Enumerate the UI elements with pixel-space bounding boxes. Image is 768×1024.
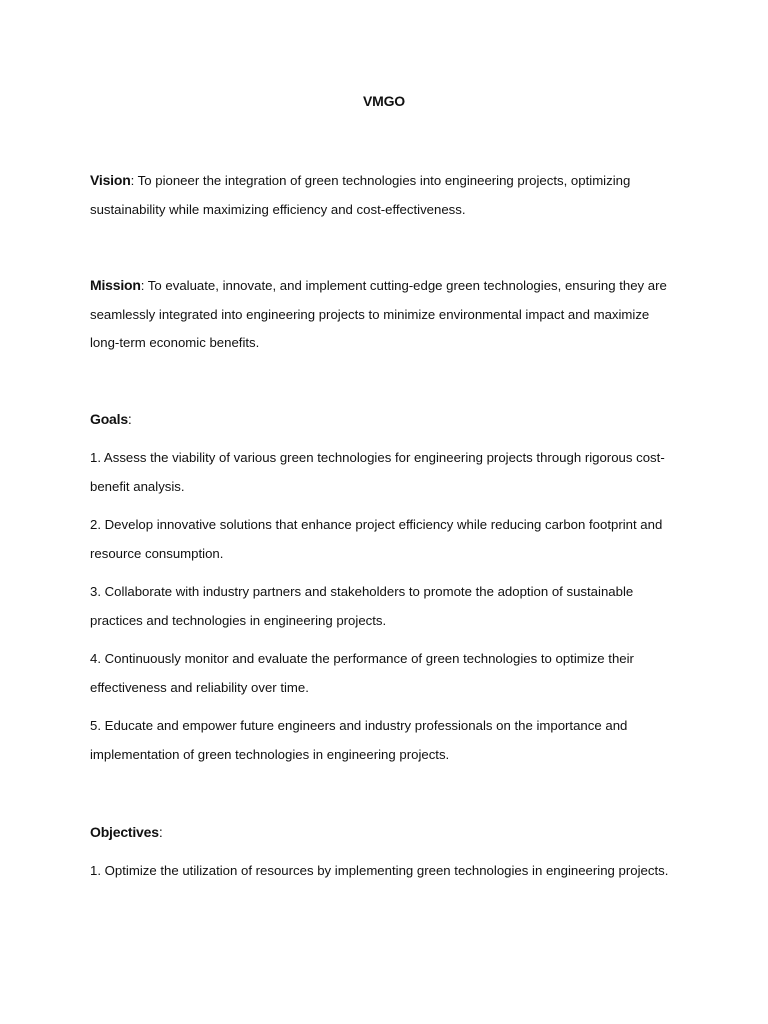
goals-colon: : xyxy=(127,411,132,427)
goals-heading xyxy=(90,405,132,433)
goal-item: 3. Collaborate with industry partners and stakeholders to promote the adoption of sustainable practices and technologies in engineering projects. xyxy=(90,584,634,628)
goal-item: 1. Assess the viability of various green technologies for engineering projects through rigorous cost-benefit analysis. xyxy=(90,450,665,494)
goals-label: Goals xyxy=(90,411,128,427)
vision-paragraph xyxy=(90,166,675,224)
document-title: VMGO xyxy=(363,93,405,109)
goal-item: 2. Develop innovative solutions that enhance project efficiency while reducing carbon footprint and resource consumption. xyxy=(90,517,663,561)
objectives-heading xyxy=(90,818,163,846)
objectives-label: Objectives xyxy=(90,824,159,840)
objectives-colon: : xyxy=(158,824,163,840)
goal-item: 5. Educate and empower future engineers and industry professionals on the importance and implementation of green technologies in engineering projects. xyxy=(90,718,628,762)
mission-paragraph xyxy=(90,271,675,358)
mission-text: : To evaluate, innovate, and implement cutting-edge green technologies, ensuring they are seamlessly integrated into engineering projects to minimize environmental impact and maximize long-term economic benefits. xyxy=(90,278,667,351)
goal-item: 4. Continuously monitor and evaluate the performance of green technologies to optimize their effectiveness and reliability over time. xyxy=(90,651,634,695)
mission-label: Mission xyxy=(90,277,141,293)
objective-item: 1. Optimize the utilization of resources by implementing green technologies in engineering projects. xyxy=(90,863,669,878)
vision-text: : To pioneer the integration of green technologies into engineering projects, optimizing sustainability while maximizing efficiency and cost-effectiveness. xyxy=(90,173,631,217)
vision-label: Vision xyxy=(90,172,131,188)
